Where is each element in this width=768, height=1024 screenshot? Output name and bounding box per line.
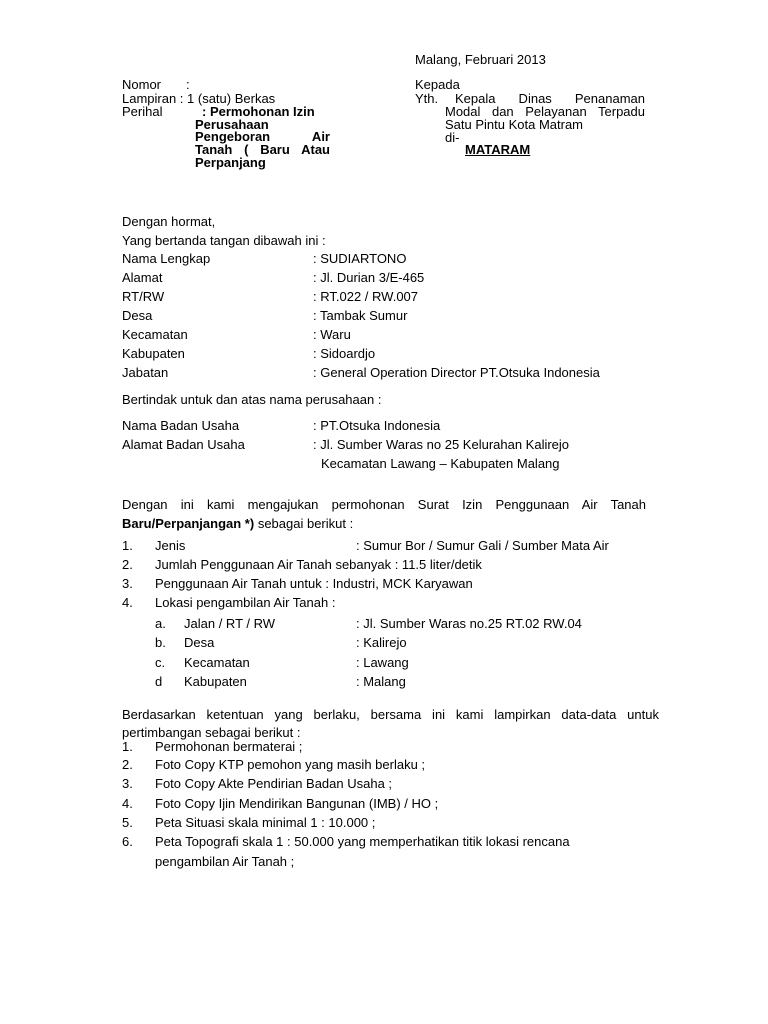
identity-value: : Sidoardjo [313, 346, 376, 361]
location-num: d [155, 674, 163, 689]
request-type-bold: Baru/Perpanjangan *) [122, 516, 255, 531]
identity-label: RT/RW [122, 289, 165, 304]
attachment-text-cont: pengambilan Air Tanah ; [155, 854, 295, 869]
intro-line: Yang bertanda tangan dibawah ini : [122, 233, 326, 248]
attach-line-1: Berdasarkan ketentuan yang berlaku, bersama ini kami lampirkan data-data untuk [122, 707, 659, 722]
attachment-num: 2. [122, 757, 133, 772]
attach-line-2: pertimbangan sebagai berikut : [122, 725, 301, 740]
location-num: b. [155, 635, 166, 650]
identity-label: Desa [122, 308, 153, 323]
company-address-cont: Kecamatan Lawang – Kabupaten Malang [321, 456, 560, 471]
attachment-text: Peta Topografi skala 1 : 50.000 yang memperhatikan titik lokasi rencana [155, 834, 570, 849]
attachment-text: Foto Copy Ijin Mendirikan Bangunan (IMB) / HO ; [155, 796, 439, 811]
identity-label: Jabatan [122, 365, 169, 380]
attachment-text: Permohonan bermaterai ; [155, 739, 303, 754]
attachment-num: 1. [122, 739, 133, 754]
perihal-line-2: Perusahaan [195, 117, 269, 132]
company-value: : PT.Otsuka Indonesia [313, 418, 441, 433]
identity-value: : Tambak Sumur [313, 308, 408, 323]
lampiran-line: Lampiran : 1 (satu) Berkas [122, 91, 276, 106]
company-label: Nama Badan Usaha [122, 418, 240, 433]
item-label: Jumlah Penggunaan Air Tanah sebanyak : 11.5 liter/detik [155, 557, 482, 572]
location-num: a. [155, 616, 166, 631]
identity-value: : General Operation Director PT.Otsuka Indonesia [313, 365, 600, 380]
request-line-2 [122, 516, 353, 531]
request-line-1: Dengan ini kami mengajukan permohonan Surat Izin Penggunaan Air Tanah [122, 497, 646, 512]
identity-value: : RT.022 / RW.007 [313, 289, 419, 304]
perihal-label: Perihal [122, 104, 163, 119]
location-label: Kecamatan [184, 655, 250, 670]
perihal-line-1: : Permohonan Izin [202, 104, 315, 119]
item-label: Jenis [155, 538, 186, 553]
location-value: : Kalirejo [356, 635, 407, 650]
attachment-num: 4. [122, 796, 133, 811]
recipient-line-3: Satu Pintu Kota Matram [445, 117, 584, 132]
location-label: Desa [184, 635, 215, 650]
identity-label: Nama Lengkap [122, 251, 211, 266]
nomor-colon: : [186, 77, 190, 92]
nomor-label: Nomor [122, 77, 162, 92]
yth-label: Yth. [415, 91, 439, 106]
place-date: Malang, Februari 2013 [415, 52, 546, 67]
location-value: : Jl. Sumber Waras no.25 RT.02 RW.04 [356, 616, 582, 631]
attachment-num: 6. [122, 834, 133, 849]
identity-value: : Jl. Durian 3/E-465 [313, 270, 425, 285]
item-num: 3. [122, 576, 133, 591]
identity-value: : SUDIARTONO [313, 251, 407, 266]
attachment-num: 5. [122, 815, 133, 830]
kepada-label: Kepada [415, 77, 460, 92]
greeting: Dengan hormat, [122, 214, 216, 229]
attachment-text: Foto Copy KTP pemohon yang masih berlaku ; [155, 757, 426, 772]
item-label: Penggunaan Air Tanah untuk : Industri, MCK Karyawan [155, 576, 473, 591]
item-num: 1. [122, 538, 133, 553]
perihal-line-5: Perpanjang [195, 155, 266, 170]
location-num: c. [155, 655, 166, 670]
location-value: : Malang [356, 674, 406, 689]
identity-label: Kecamatan [122, 327, 188, 342]
item-label: Lokasi pengambilan Air Tanah : [155, 595, 336, 610]
attachment-text: Peta Situasi skala minimal 1 : 10.000 ; [155, 815, 376, 830]
attachment-text: Foto Copy Akte Pendirian Badan Usaha ; [155, 776, 393, 791]
location-label: Kabupaten [184, 674, 247, 689]
location-label: Jalan / RT / RW [184, 616, 276, 631]
item-num: 2. [122, 557, 133, 572]
identity-label: Kabupaten [122, 346, 185, 361]
recipient-city: MATARAM [465, 142, 531, 157]
attachment-num: 3. [122, 776, 133, 791]
perihal-line-4: Tanah ( Baru Atau [195, 142, 330, 157]
request-line-2-rest: sebagai berikut : [254, 516, 354, 531]
behalf-line: Bertindak untuk dan atas nama perusahaan : [122, 392, 382, 407]
item-value: : Sumur Bor / Sumur Gali / Sumber Mata Air [356, 538, 609, 553]
recipient-line-1: Kepala Dinas Penanaman [455, 91, 645, 106]
location-value: : Lawang [356, 655, 409, 670]
recipient-di: di- [445, 130, 460, 145]
identity-value: : Waru [313, 327, 351, 342]
company-label: Alamat Badan Usaha [122, 437, 245, 452]
company-value: : Jl. Sumber Waras no 25 Kelurahan Kalirejo [313, 437, 570, 452]
recipient-line-2: Modal dan Pelayanan Terpadu [445, 104, 645, 119]
identity-label: Alamat [122, 270, 163, 285]
perihal-line-3: Pengeboran Air [195, 129, 330, 144]
item-num: 4. [122, 595, 133, 610]
